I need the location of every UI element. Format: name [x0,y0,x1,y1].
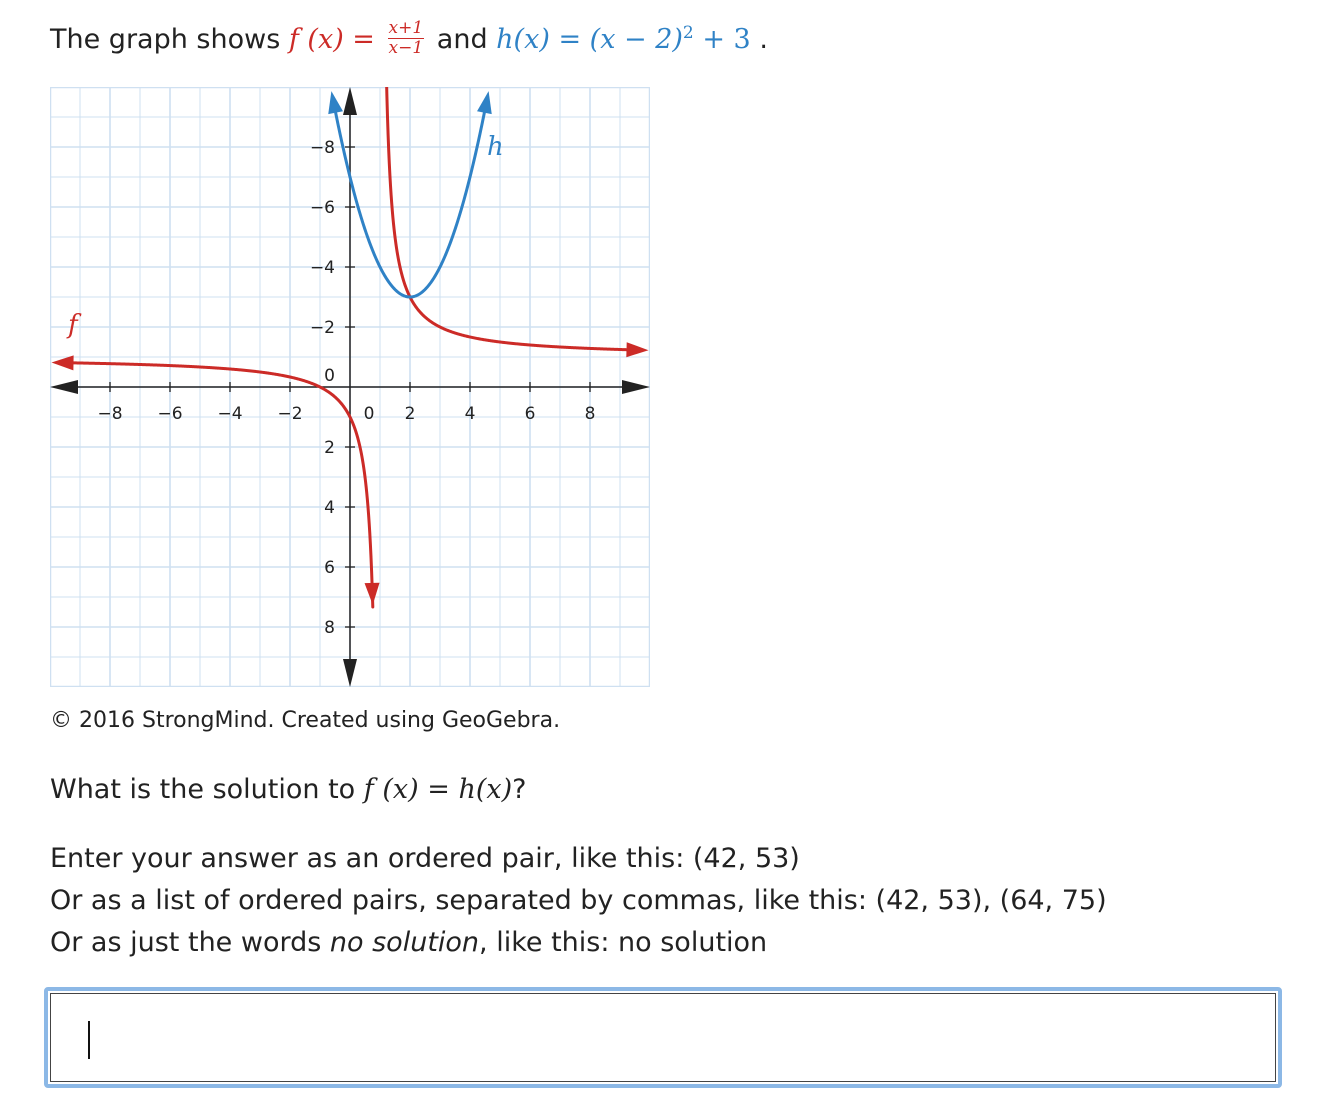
answer-input[interactable] [50,993,1276,1082]
instruction-line-3 [50,922,1107,964]
instruction-line-3-em: no solution [329,927,480,958]
copyright-notice: © 2016 StrongMind. Created using GeoGebra. [50,708,561,733]
question-lhs: f (x) [363,774,419,805]
x-tick-label: 8 [584,404,596,424]
f-definition [288,18,437,58]
x-tick-label: 6 [524,404,536,424]
instruction-line-3-pre: Or as just the words [50,927,322,958]
y-tick-label: −8 [309,138,335,158]
f-denominator: x−1 [388,38,424,58]
x-tick-label: 4 [464,404,476,424]
x-tick-label: 0 [363,404,375,424]
question-equation [364,774,512,805]
f-numerator: x+1 [388,18,424,38]
prompt-and: and [436,24,488,55]
x-axis-arrow-right [622,380,650,394]
y-tick-label: −2 [309,318,335,338]
y-tick-label: 4 [324,498,335,518]
question-lead: What is the solution to [50,774,356,805]
text-caret [88,1021,90,1059]
instruction-line-3-post: , like this: no solution [479,927,768,958]
function-graph [50,87,650,687]
curve-f-right-branch [386,87,631,350]
question-rhs: h(x) [458,774,513,805]
question-end: ? [512,774,527,805]
y-tick-label: 2 [324,438,335,458]
y-tick-label: 6 [324,558,335,578]
curve-label-f: f [68,310,78,340]
f-fraction [388,19,425,58]
y-axis-arrow-up [343,87,357,115]
y-tick-label: 0 [324,366,335,386]
tick-labels [97,138,595,638]
x-axis-arrow-left [50,380,78,394]
instruction-line-1: Enter your answer as an ordered pair, like this: (42, 53) [50,843,800,874]
instruction-line-2: Or as a list of ordered pairs, separated by commas, like this: (42, 53), (64, 75) [50,885,1107,916]
y-tick-label: −6 [309,198,335,218]
answer-focus-ring [44,987,1282,1088]
y-axis-arrow-down [343,659,357,687]
question-prompt [50,8,768,65]
f-lhs: f (x) = [288,24,375,55]
x-tick-label: −4 [217,404,243,424]
curve-h-arrow-right [477,91,492,114]
curve-f-arrow-down [365,583,380,605]
curve-f-arrow-left [52,355,74,370]
x-tick-label: 2 [404,404,416,424]
h-exponent: 2 [682,23,694,43]
x-tick-label: −2 [277,404,303,424]
h-definition [496,24,759,55]
h-tail: + 3 [702,24,751,55]
answer-instructions [50,838,1107,964]
prompt-lead: The graph shows [50,24,281,55]
curve-f-arrow-right [626,342,648,357]
h-base: (x − 2) [589,24,683,55]
x-tick-label: −8 [97,404,123,424]
curve-h-arrow-left [328,91,343,114]
question-equals: = [427,774,450,805]
y-tick-label: −4 [309,258,335,278]
curve-label-h: h [487,132,504,162]
solve-question [50,768,527,812]
x-tick-label: −6 [157,404,183,424]
y-tick-label: 8 [324,618,335,638]
prompt-end: . [759,24,768,55]
h-lhs: h(x) = [496,24,582,55]
